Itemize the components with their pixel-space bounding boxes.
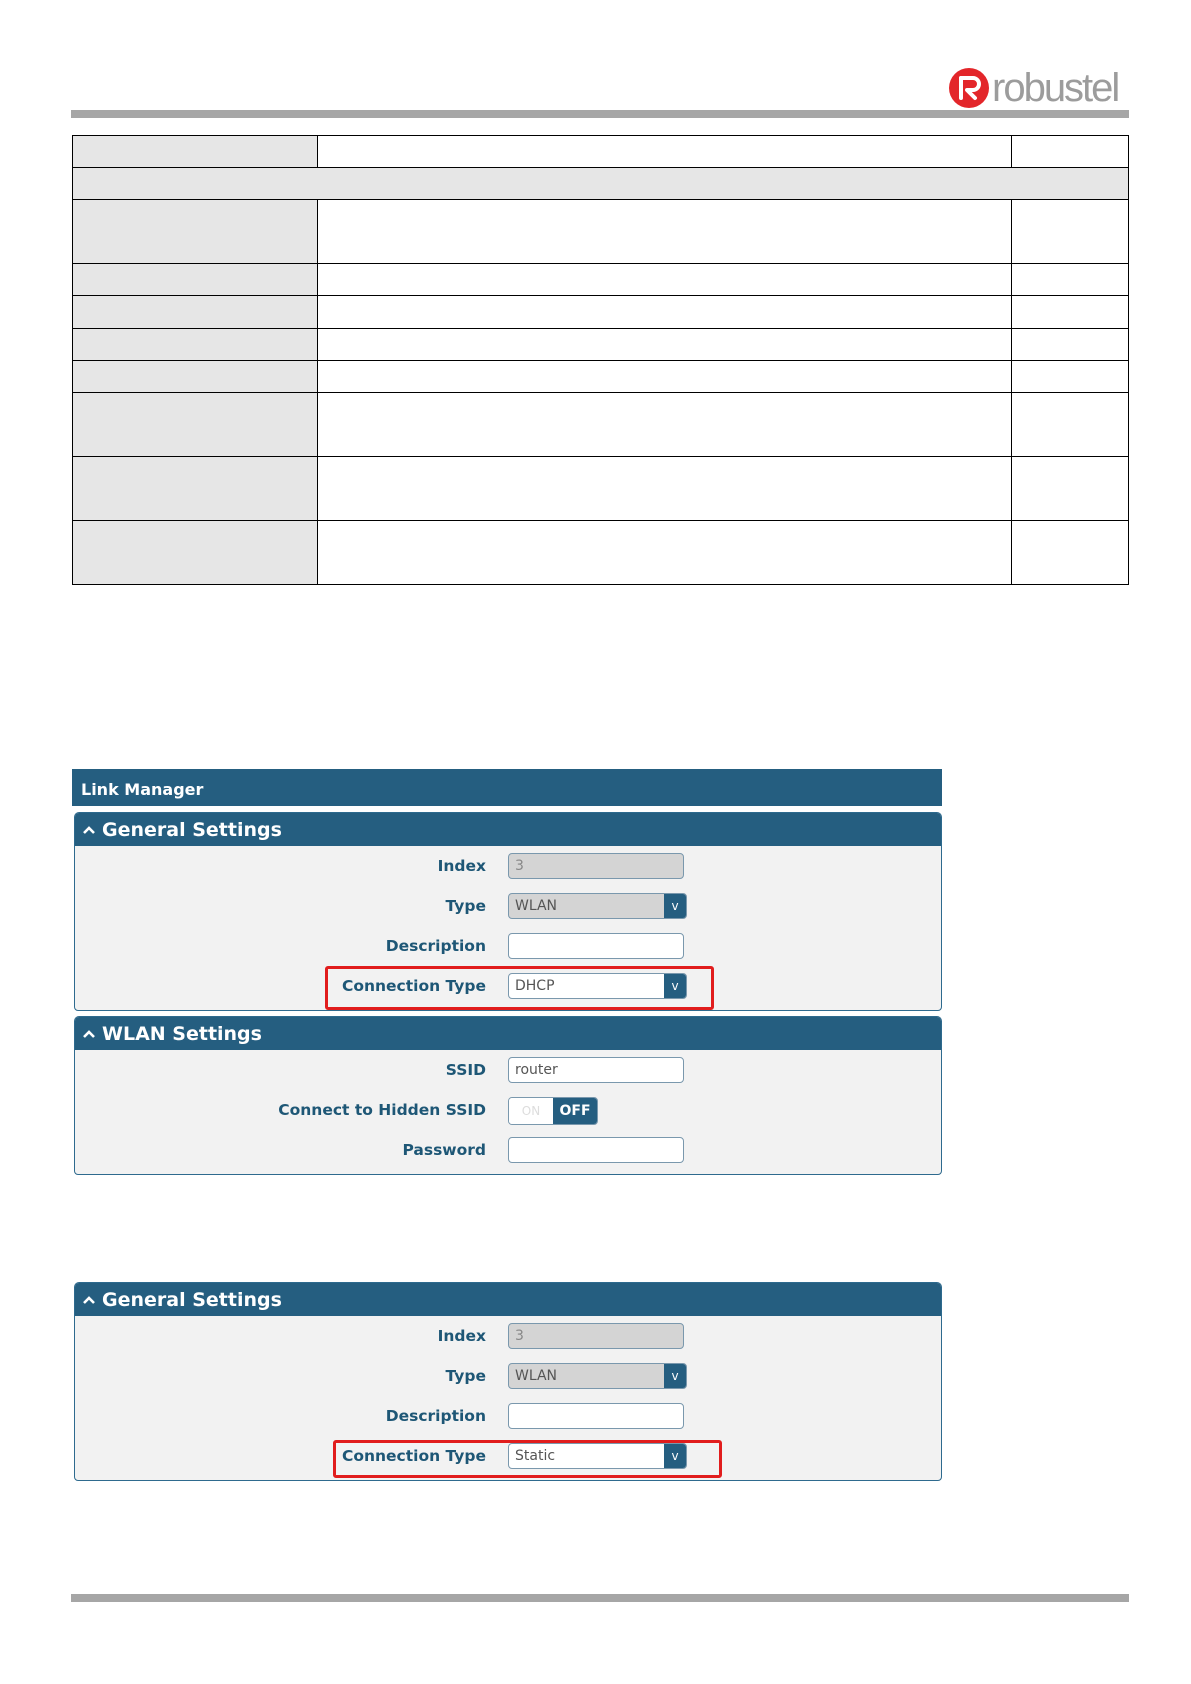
password-input[interactable] [508, 1137, 684, 1163]
table-cell [1012, 361, 1129, 393]
table-cell [1012, 457, 1129, 521]
type-row [75, 888, 941, 928]
brand-name: robustel [992, 66, 1119, 110]
table-cell [1012, 136, 1129, 168]
index-label: Index [437, 857, 486, 875]
table-cell [1012, 393, 1129, 457]
ssid-label: SSID [445, 1061, 486, 1079]
type-label: Type [445, 1367, 486, 1385]
table-cell [318, 264, 1012, 296]
parameter-table [72, 135, 1129, 585]
table-cell [318, 521, 1012, 585]
description-label: Description [385, 937, 486, 955]
section-title: WLAN Settings [102, 1022, 262, 1045]
table-cell [318, 393, 1012, 457]
connection-type-value: Static [515, 1448, 556, 1464]
table-cell [73, 393, 318, 457]
table-cell [1012, 200, 1129, 264]
table-cell [318, 296, 1012, 329]
section-title: General Settings [102, 818, 282, 841]
table-cell [73, 457, 318, 521]
type-value: WLAN [515, 1368, 558, 1384]
table-cell [73, 264, 318, 296]
connection-type-label: Connection Type [341, 977, 486, 995]
index-row [75, 1318, 941, 1358]
toggle-on: ON [509, 1098, 553, 1124]
table-cell [318, 457, 1012, 521]
ssid-input[interactable]: router [508, 1057, 684, 1083]
table-cell [73, 296, 318, 329]
index-row [75, 848, 941, 888]
hidden-ssid-toggle[interactable] [508, 1097, 598, 1125]
index-label: Index [437, 1327, 486, 1345]
connection-type-highlight [333, 1440, 722, 1478]
type-value: WLAN [515, 898, 558, 914]
chevron-down-icon[interactable]: v [664, 974, 686, 998]
table-cell [1012, 329, 1129, 361]
robustel-logo [949, 64, 1118, 112]
chevron-down-icon[interactable]: v [664, 1444, 686, 1468]
index-input[interactable]: 3 [508, 1323, 684, 1349]
table-cell [73, 136, 318, 168]
chevron-down-icon[interactable]: v [664, 894, 686, 918]
chevron-down-icon[interactable]: v [664, 1364, 686, 1388]
table-cell [318, 200, 1012, 264]
hidden-ssid-row [75, 1092, 941, 1132]
hidden-ssid-label: Connect to Hidden SSID [278, 1101, 486, 1119]
table-cell [318, 361, 1012, 393]
description-input[interactable] [508, 933, 684, 959]
password-row [75, 1132, 941, 1172]
table-cell [73, 361, 318, 393]
description-label: Description [385, 1407, 486, 1425]
type-label: Type [445, 897, 486, 915]
section-header[interactable] [75, 813, 941, 846]
table-cell [1012, 264, 1129, 296]
table-cell [318, 329, 1012, 361]
connection-type-highlight [325, 966, 714, 1010]
table-cell [73, 329, 318, 361]
wlan-settings-section [74, 1016, 942, 1175]
description-row [75, 928, 941, 968]
toggle-off: OFF [553, 1098, 597, 1124]
type-row [75, 1358, 941, 1398]
footer-rule [71, 1594, 1129, 1602]
table-cell [318, 136, 1012, 168]
chevron-up-icon [81, 822, 97, 838]
robustel-logo-icon [949, 68, 989, 108]
section-header[interactable] [75, 1017, 941, 1050]
connection-type-value: DHCP [515, 978, 555, 994]
type-select[interactable] [508, 1363, 687, 1389]
table-section-row [73, 168, 1129, 200]
index-input[interactable]: 3 [508, 853, 684, 879]
chevron-up-icon [81, 1292, 97, 1308]
password-label: Password [402, 1141, 486, 1159]
panel-title: Link Manager [72, 769, 942, 806]
table-cell [1012, 296, 1129, 329]
ssid-row [75, 1052, 941, 1092]
table-cell [73, 200, 318, 264]
table-cell [73, 521, 318, 585]
description-row [75, 1398, 941, 1438]
section-header[interactable] [75, 1283, 941, 1316]
connection-type-label: Connection Type [341, 1447, 486, 1465]
chevron-up-icon [81, 1026, 97, 1042]
table-cell [1012, 521, 1129, 585]
header-rule [71, 110, 1129, 118]
section-title: General Settings [102, 1288, 282, 1311]
description-input[interactable] [508, 1403, 684, 1429]
type-select[interactable] [508, 893, 687, 919]
